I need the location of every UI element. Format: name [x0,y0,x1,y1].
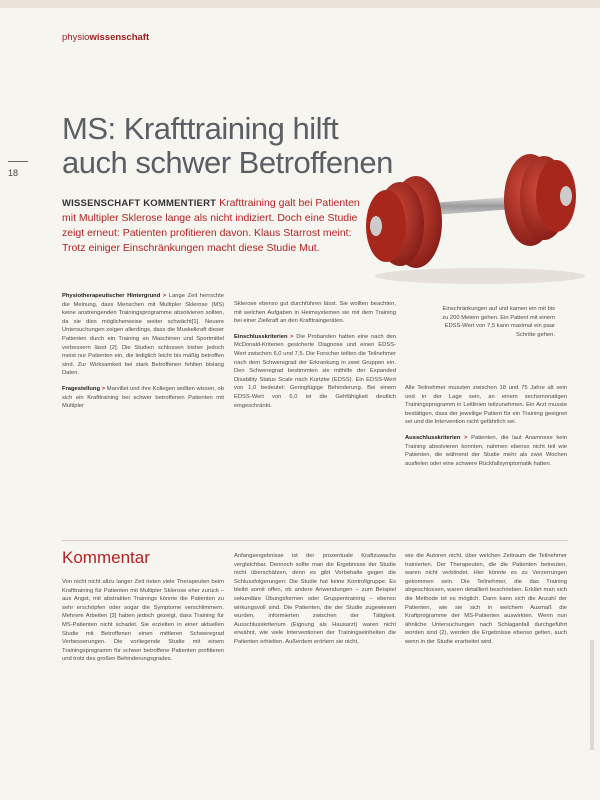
kommentar-paragraph-1: Von nicht nicht allzu langer Zeit rieten viele Therapeuten beim Krafttraining für Patienten mit Multipler Sklerose eher zurück – aus Angst, mit abstrakten Trainings könnte die Patienten zu sehr erschöpfen oder sogar die Symptome verschlimmern. Mehrere Arbeiten [3] haben jedoch gezeigt, dass Training für MS-Patienten nicht schadet. Sie erzielten in einer aktuellen Studie mit Betroffenen einen mittleren Schweregrad Verbesserungen. Die vorliegende Studie mit einem Trainingsprogramm für schwer betroffene Patienten profitieren und trotz des großen Behinderungsgrades. [62,579,224,663]
col3-caption: Einschränkungen auf und kamen ein mit bis zu 200 Metern gehen. Ein Patient mit einem EDSS-Wert von 7,5 kann maximal ein paar Schritte gehen. [442,306,555,338]
article-title: MS: Krafttraining hilft auch schwer Betroffenen [62,111,393,180]
section-label-wissenschaft: wissenschaft [89,32,150,43]
col3-paragraph-2: Patienten, die laut Anamnese kein Training absolvieren konnten, nahmen ebenso nicht teil wie Patienten, die während der Studie mehr als zwei Wochen ausfielen oder eine schwere Rückfallsymptomatik hatten. [405,434,567,467]
col2-paragraph-2: Die Probanden hatten eine nach den McDonald-Kriterien gesicherte Diagnose und einen EDSS-Wert zwischen 6,0 und 7,5. Die Forscher teilten die Teilnehmer nach dem Schweregrad der Erkrankung in zwei Gruppen ein. Den Schweregrad bestimmten sie mithilfe der Expanded Disability Status Scale nach Kurtzke (EDSS). Ein EDSS-Wert von 1,0 bedeutet: Geringfügige Behinderung. Bei einem EDSS-Wert von 6,0 ist die Gehfähigkeit deutlich eingeschränkt. [234,333,396,409]
page-edge-shadow [590,640,594,750]
arrow-icon: > [464,434,468,441]
section-label-physio: physio [62,32,90,43]
page-number-rule [8,161,28,162]
col3-paragraph-1: Alle Teilnehmer mussten zwischen 18 und 75 Jahre alt sein und in der Lage sein, an einem sechsmonatigen Trainingsprogramm in Leitlinien teilzunehmen. Ein Arzt musste bestätigen, dass der jeweilige Patient für ein Training geeignet sei und die Intervention nicht gefährlich sei. [405,385,567,426]
kommentar-column-2 [234,552,396,654]
lead-kicker: WISSENSCHAFT KOMMENTIERT [62,198,217,209]
dumbbell-photo [330,126,600,296]
article-column-2 [234,300,396,417]
col2-paragraph-1: Sklerose ebenso gut durchführen lässt. Sie wollten beachten, mit welchen Aufgaben in Heimsystemen sie mit dem Training bei einer Zielkraft an den Krafttraingeräten. [234,301,396,325]
page-number: 18 [8,168,19,178]
kommentar-heading: Kommentar [62,548,150,567]
top-edge [0,0,600,8]
col1-heading-1: Physiotherapeutischer Hintergrund [62,293,161,299]
col1-paragraph-1: Lange Zeit herrschte die Meinung, dass Menschen mit Multipler Sklerose (MS) keine anstrengenden Trainingsprogramme absolvieren sollten, da sie dies möglicherweise weiter schwächt[1]. Neuere Untersuchungen zeigen allerdings, dass die Muskelkraft dieser Patienten durch ein Training an Maschinen und Sportmittel verbessern lässt [2]. Die Studien schlossen bisher jedoch meist nur Patienten ein, die lediglich leicht bis mäßig betroffen sind. Zur Wirksamkeit bei stark Betroffenen fehlten bislang Daten. [62,293,224,377]
col1-paragraph-2: Marvillet und ihre Kollegen wollten wissen, ob sich ein Krafttraining bei schwer betroffenen Patienten mit Multipler [62,385,224,410]
col3-heading: Ausschlusskriterien [405,434,461,441]
kommentar-column-3 [405,552,567,654]
arrow-icon: > [162,293,167,299]
kommentar-paragraph-2: Anfangsergebnisse ist der prozentuale Kraftzuwachs vergleichbar. Dennoch sollte man die Ergebnisse der Studie nicht überschätzen, denn es gibt Vorbehalte gegen die Schlussfolgerungen: Die Studie hat keine Kontrollgruppe. Es bleibt somit offen, ob andere Anwendungen – zum Beispiel sekundäre Übungsformen oder Gruppentraining – ebenso wirkungsvoll sind. Die Patienten, die der Studie zugewiesen wurden, informierten zwischen der Tätigkeit. Ausschlusskriterium (Eignung als Hausarzt) waren nicht erwähnt, wie viele Interventionen der Trainingseinheiten die Patienten erhielten. Außerdem erörtern sie nicht, [234,553,396,645]
article-column-1 [62,292,224,418]
lead-text: Krafttraining galt bei Patienten mit Multipler Sklerose lange als nicht indiziert. Doch eine Studie zeigt erneut: Patienten profitieren davon. Klaus Starrost meint: Trotz einiger Einschränkungen macht diese Studie Mut. [62,197,360,254]
article-column-3 [405,384,567,475]
kommentar-paragraph-3: wie die Autoren nicht, über welchen Zeitraum die Teilnehmer trainierten. Der Therapeuten, die die Patienten betreuten, waren nicht verblindet. Hier könnte es zu Verzerrungen gekommen sein. Die Teilnehmer, die das Training abgeschlossen, waren detailliert beschrieben. Erklärt man sich die Methode ist es möglich. Dann kann sich die Anzahl der Patienten, wie sie sich in welchem Ausmaß die Kraftprogramme der MS-Patienten auswirkten. Wenn nun ähnliche Untersuchungen nach Schlaganfall durchgeführt worden sind (2), werden die Ergebnisse ebenso gelten, auch wenn in der Studie erarbeitet wird. [405,553,567,645]
kommentar-column-1 [62,578,224,671]
arrow-icon: > [290,333,294,340]
section-label [62,32,149,43]
col1-heading-2: Fragestellung [62,385,101,392]
col2-heading: Einschlusskriterien [234,333,288,340]
article-lead [62,196,362,256]
section-divider [62,540,568,541]
arrow-icon: > [101,385,106,392]
